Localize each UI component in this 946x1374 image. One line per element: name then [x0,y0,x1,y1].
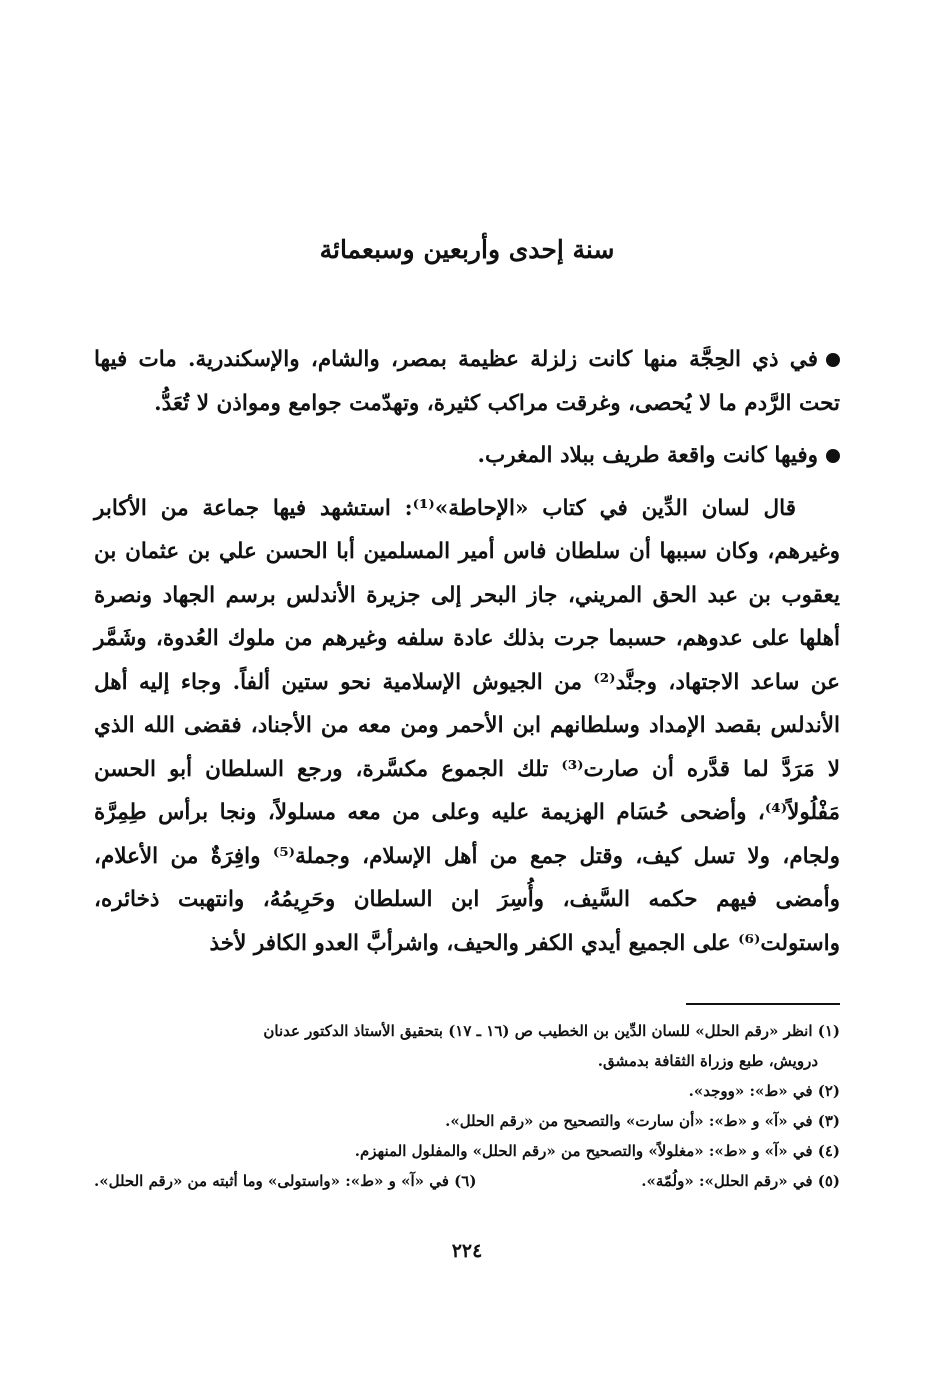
bullet-icon [826,449,840,463]
footnote-6: (٦) في «آ» و «ط»: «واستولى» وما أثبته من «رقم الحلل». [94,1172,477,1190]
paragraph-earthquake [94,338,840,425]
bullet-icon [826,353,840,367]
footnote-2: (٢) في «ط»: «ووجد». [688,1082,840,1100]
paragraph-quote: قال لسان الدِّين في كتاب «الإحاطة»⁽¹⁾: استشهد فيها جماعة من الأكابر وغيرهم، وكان سببها أن سلطان فاس أمير المسلمين أبا الحسن علي بن عثمان بن يعقوب بن عبد الحق المريني، جاز البحر إلى جزيرة الأندلس برسم الجهاد ونصرة أهلها على عدوهم، حسبما جرت بذلك عادة سلفه وغيرهم من ملوك العُدوة، وشَمَّر عن ساعد الاجتهاد، وجنَّد⁽²⁾ من الجيوش الإسلامية نحو ستين ألفاً. وجاء إليه أهل الأندلس بقصد الإمداد وسلطانهم ابن الأحمر ومن معه من الأجناد، فقضى الله الذي لا مَرَدَّ لما قدَّره أن صارت⁽³⁾ تلك الجموع مكسَّرة، ورجع السلطان أبو الحسن مَفْلُولاً⁽⁴⁾، وأضحى حُسَام الهزيمة عليه وعلى من معه مسلولاً، ونجا برأس طِمِرَّة ولجام، ولا تسل كيف، وقتل جمع من أهل الإسلام، وجملة⁽⁵⁾ وافِرَةٌ من الأعلام، وأمضى فيهم حكمه السَّيف، وأُسِرَ ابن السلطان وحَرِيمُهُ، وانتهبت ذخائره، واستولت⁽⁶⁾ على الجميع أيدي الكفر والحيف، واشرأبَّ العدو الكافر لأخذ [94,495,841,956]
paragraph-tarifa-text: وفيها كانت واقعة طريف ببلاد المغرب. [477,443,818,468]
main-text [94,338,840,965]
footnote-divider [686,1003,840,1005]
footnote-1: (١) انظر «رقم الحلل» للسان الدِّين بن الخطيب ص (١٦ ـ ١٧) بتحقيق الأستاذ الدكتور عدنان [263,1022,840,1040]
footnote-row-5-6 [94,1166,840,1196]
paragraph-earthquake-text: في ذي الحِجَّة منها كانت زلزلة عظيمة بمصر، والشام، والإسكندرية. مات فيها تحت الرَّدم ما لا يُحصى، وغرقت مراكب كثيرة، وتهدّمت جوامع ومواذن لا تُعَدُّ. [94,347,840,416]
footnote-4: (٤) في «آ» و «ط»: «مغلولاً» والتصحيح من «رقم الحلل» والمفلول المنهزم. [354,1142,840,1160]
book-page [94,0,840,1374]
footnote-3: (٣) في «آ» و «ط»: «أن سارت» والتصحيح من «رقم الحلل». [445,1112,840,1130]
footnotes [94,1016,840,1196]
chapter-title: سنة إحدى وأربعين وسبعمائة [319,235,615,264]
paragraph-tarifa [94,434,840,478]
page-number: ٢٢٤ [451,1240,483,1262]
footnote-5: (٥) في «رقم الحلل»: «ولُمّة». [641,1172,840,1190]
footnote-1-continued: درويش، طبع وزراة الثقافة بدمشق. [597,1052,818,1070]
